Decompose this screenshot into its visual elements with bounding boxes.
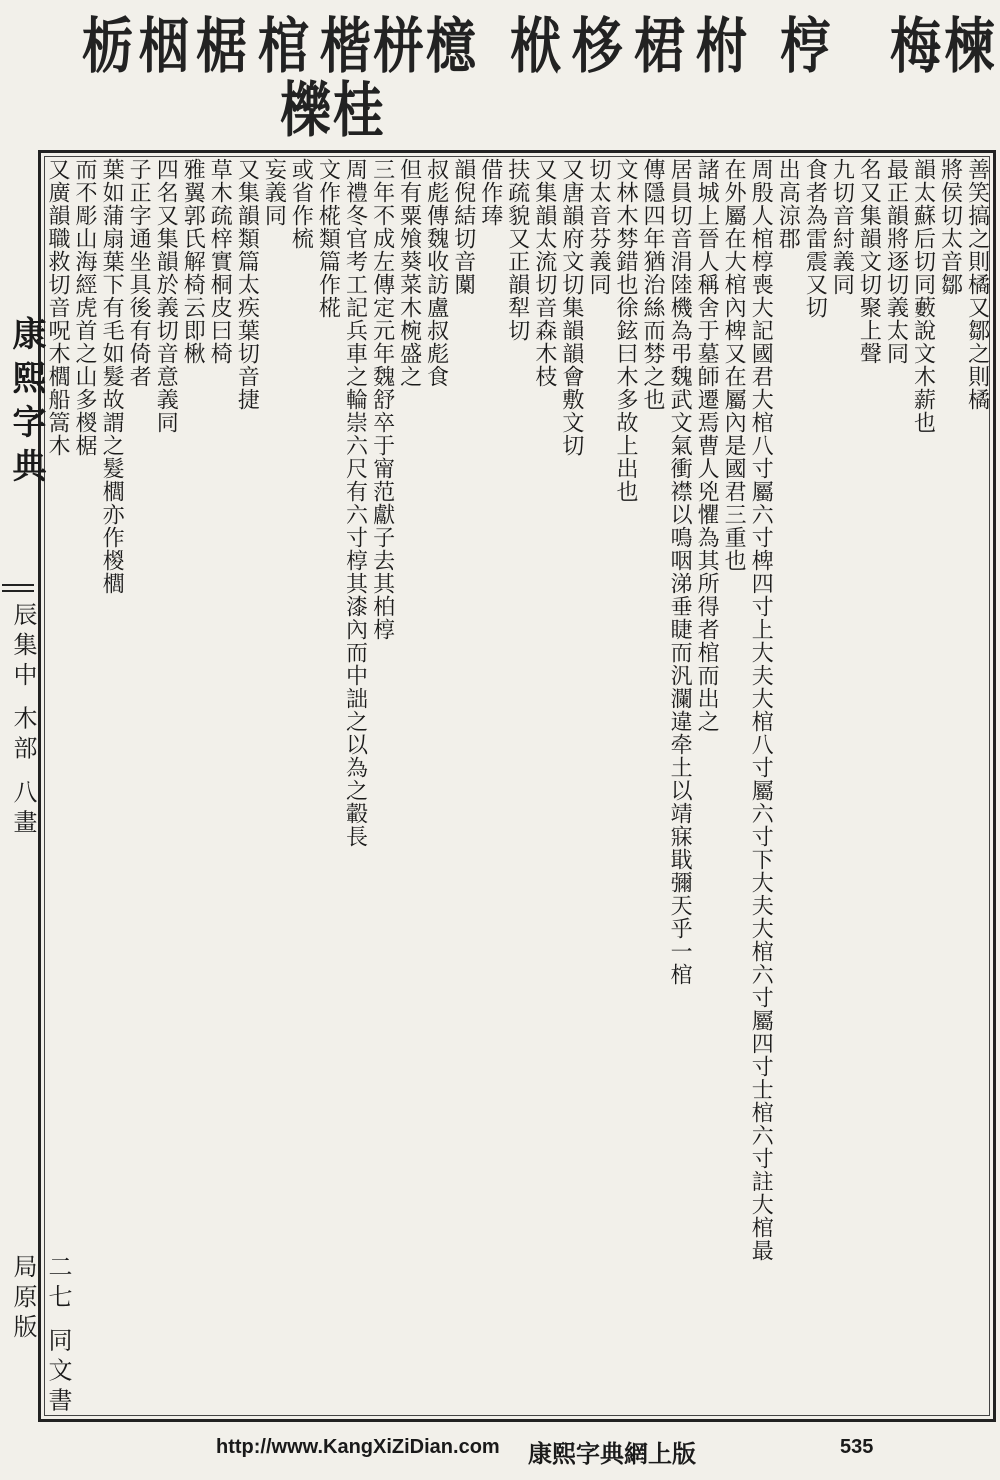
text-column: 傳隱四年猶治絲而棼之也 <box>640 158 666 411</box>
footer-title: 康熙字典網上版 <box>528 1439 696 1468</box>
seal-char: 楝 <box>944 12 997 82</box>
page-number: 535 <box>840 1436 874 1458</box>
page-info: 二七 同文書局原版 <box>9 1254 72 1418</box>
text-column: 食者為雷震又切 <box>802 158 828 319</box>
text-column: 文作椛類篇作椛 <box>315 158 341 319</box>
text-column: 出高涼郡 <box>775 158 801 250</box>
seal-script-heading <box>40 6 1000 146</box>
text-column: 將侯切太音鄒 <box>937 158 963 296</box>
text-column: 又集韻類篇太疾葉切音捷 <box>234 158 260 411</box>
text-column: 韻太蘇后切同藪說文木薪也 <box>910 158 936 434</box>
seal-char: 楷栟檍 <box>320 12 479 82</box>
text-column: 但有粟飧葵菜木椀盛之 <box>396 158 422 388</box>
text-column: 九切音紂義同 <box>829 158 855 296</box>
text-column: 而不彫山海經虎首之山多椶椐 <box>72 158 98 457</box>
text-column: 又集韻太流切音森木枝 <box>531 158 557 388</box>
text-column: 叔彪傳魏收訪盧叔彪食 <box>423 158 449 388</box>
seal-char: 栶 <box>138 12 191 82</box>
text-column: 周禮冬官考工記兵車之輪崇六尺有六寸椁其漆內而中詘之以為之轂長 <box>342 158 368 848</box>
text-column: 韻倪結切音闑 <box>450 158 476 296</box>
text-column: 又廣韻職救切音呪木櫚船篙木 <box>45 158 70 457</box>
text-column: 居員切音涓陸機為弔魏武文氣衝襟以鳴咽涕垂睫而汎瀾違牵土以靖寐戢彌天乎一棺 <box>667 158 693 986</box>
seal-char: 櫟桂 <box>280 76 386 146</box>
seal-char: 栘 <box>572 12 625 82</box>
footer-url: http://www.KangXiZiDian.com <box>216 1436 500 1458</box>
text-column: 葉如蒲扇葉下有毛如髮故謂之髮櫚亦作椶櫚 <box>99 158 125 595</box>
text-column: 又唐韻府文切集韻韻會敷文切 <box>558 158 584 457</box>
text-column: 雅翼郭氏解椅云即楸 <box>180 158 206 365</box>
text-column: 四名又集韻於義切音意義同 <box>153 158 179 434</box>
text-column: 或省作梳 <box>288 158 314 250</box>
seal-char: 柎 <box>696 12 749 82</box>
seal-char: 梈 <box>780 12 833 82</box>
book-title: 康熙字典 <box>6 316 46 492</box>
seal-char: 梅 <box>890 12 943 82</box>
seal-char: 栃 <box>82 12 135 82</box>
text-column: 名又集韻文切聚上聲 <box>856 158 882 365</box>
text-column: 借作琫 <box>477 158 503 227</box>
gutter-divider <box>2 584 34 592</box>
seal-char: 椐 <box>196 12 249 82</box>
text-column: 善笑搞之則橘又鄒之則橘 <box>964 158 990 411</box>
text-column: 三年不成左傳定元年魏舒卒于甯范獻子去其柏椁 <box>369 158 395 641</box>
text-column: 在外屬在大棺內椑又在屬內是國君三重也 <box>721 158 747 572</box>
seal-char: 棺 <box>258 12 311 82</box>
text-column: 諸城上晉人稱舍于墓師遷焉曹人兇懼為其所得者棺而出之 <box>694 158 720 733</box>
seal-char: 栿 <box>510 12 563 82</box>
section-label: 辰集中 木部 八畫 <box>9 602 37 840</box>
text-column: 草木疏梓實桐皮曰椅 <box>207 158 233 365</box>
text-column: 扶疏貌又正韻犁切 <box>504 158 530 342</box>
seal-char: 桾 <box>634 12 687 82</box>
text-column: 切太音芬義同 <box>585 158 611 296</box>
text-column: 文林木棼錯也徐鉉曰木多故上出也 <box>612 158 638 503</box>
text-column: 最正韻將逐切義太同 <box>883 158 909 365</box>
page-footer <box>216 1432 916 1468</box>
text-column: 妄義同 <box>261 158 287 227</box>
text-column: 周殷人棺椁喪大記國君大棺八寸屬六寸椑四寸上大夫大棺八寸屬六寸下大夫大棺六寸屬四寸士棺六寸註大棺最 <box>748 158 774 1262</box>
text-column: 子正字通坐具後有倚者 <box>126 158 152 388</box>
dictionary-columns <box>44 158 990 1416</box>
